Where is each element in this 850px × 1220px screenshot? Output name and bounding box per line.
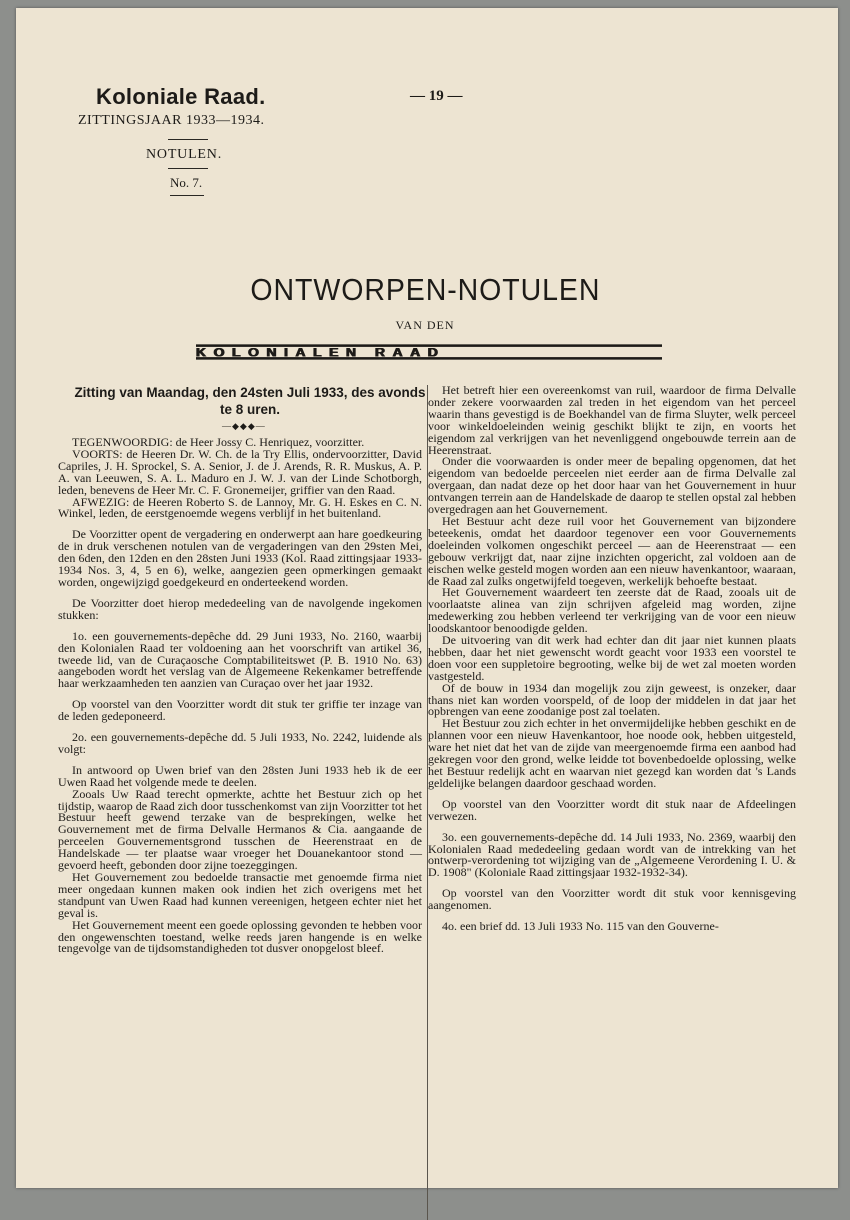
paragraph: Het Bestuur zou zich echter in het onvermijdelijke hebben geschikt en de plannen voor een nieuw Havenkantoor, hoe noode ook, hebben uitgesteld, ware het niet dat het van de zijde van meergenoemde firma een aanbod had gekregen voor den grond, welke leidde tot bovenbedoelde oplossing, welke het Bestuur redelijk acht en waarvan niet gezegd kan worden dat 's Lands geldelijke belangen daardoor geschaad worden.: [428, 716, 796, 790]
title-subline: VAN DEN: [395, 318, 455, 332]
attendance-absent: AFWEZIG: de Heeren Roberto S. de Lannoy, Mr. G. H. Eskes en C. N. Winkel, leden, de eerstgenoemde wegens verblijf in het buitenland.: [58, 494, 422, 521]
header-title: Koloniale Raad.: [96, 84, 266, 109]
paragraph: De Voorzitter doet hierop mededeeling van de navolgende ingekomen stukken:: [58, 595, 422, 622]
left-column: [58, 437, 422, 955]
paragraph: 4o. een brief dd. 13 Juli 1933 No. 115 van den Gouverne-: [442, 919, 719, 934]
paragraph: 3o. een gouvernements-depêche dd. 14 Juli 1933, No. 2369, waarbij den Kolonialen Raad mededeeling gedaan wordt van de intrekking van het ontwerp-verordening tot wijziging van de „Algemeene Verordening I. U. & D. 1908" (Koloniale Raad zittingsjaar 1932-1932-34).: [428, 829, 796, 880]
attendance-present: TEGENWOORDIG: de Heer Jossy C. Henriquez, voorzitter.: [72, 435, 365, 449]
council-name-banner: [196, 343, 662, 361]
paragraph: Het Gouvernement meent een goede oplossing gevonden te hebben voor den ongewenschten toestand, welke reeds jaren hangende is en welke tengevolge van de tijdsomstandigheden tot dusver onopgelost bleef.: [58, 917, 422, 956]
paragraph: De Voorzitter opent de vergadering en onderwerpt aan hare goedkeuring de in druk verschenen notulen van de vergaderingen van den 29sten Mei, den 6den, den 12den en den 28sten Juni 1933 (Kol. Raad zittingsjaar 1933-1934 Nos. 3, 4, 5 en 6), welke, aangezien geen opmerkingen gemaakt worden, ongewijzigd goedgekeurd en onderteekend worden.: [58, 527, 422, 589]
main-title: ONTWORPEN-NOTULEN: [250, 272, 601, 307]
paragraph: De uitvoering van dit werk had echter dan dit jaar niet kunnen plaats hebben, daar het niet gewenscht wordt geacht voor 1933 een voorstel te doen voor een suppletoire begrooting, welke bij de wet zal moeten worden vastgesteld.: [428, 633, 796, 683]
document-number: No. 7.: [170, 175, 203, 190]
paragraph: 2o. een gouvernements-depêche dd. 5 Juli 1933, No. 2242, luidende als volgt:: [58, 730, 422, 756]
section-label: NOTULEN.: [146, 147, 222, 162]
paragraph: Het Bestuur acht deze ruil voor het Gouvernement van bijzondere beteekenis, omdat het daardoor tegenover een voor Gouvernements doeleinden volkomen ongeschikt perceel — aan de Heerenstraat — een gebouw verkrijgt dat, naar zijne inzichten opgericht, zal voldoen aan de eischen welke gesteld mogen worden aan een nieuw havenkantoor, waaraan, de Raad zal zulks ongetwijfeld toegeven, werkelijk behoefte bestaat.: [428, 513, 796, 588]
attendance-also: VOORTS: de Heeren Dr. W. Ch. de la Try Ellis, ondervoorzitter, David Capriles, J. H. Sprockel, S. A. Senior, J. de J. Arends, R. R. Muskus, A. P. A. van Leeuwen, S. A. L. Maduro en J. W. J. van der Linde Schotborgh, leden, benevens de Heer Mr. C. F. Gronemeijer, griffier van den Raad.: [58, 446, 422, 497]
paragraph: Het betreft hier een overeenkomst van ruil, waardoor de firma Delvalle onder zekere voorwaarden zal treden in het eigendom van het perceel waarin thans gevestigd is de Boekhandel van de firma Sluyter, welk perceel voor winkeldoeleinden weinig geschikt blijkt te zijn, en voorts het eigendom zal verkrijgen van het nevenliggend ongebouwde terrein aan de Heerenstraat.: [428, 383, 796, 457]
header-rule: [168, 139, 208, 140]
council-name: KOLONIALEN RAAD: [196, 344, 662, 359]
header-rule: [168, 168, 208, 169]
paragraph: Op voorstel van den Voorzitter wordt dit stuk ter griffie ter inzage van de leden gedeponeerd.: [58, 697, 422, 724]
page-number: — 19 —: [410, 88, 463, 104]
paragraph: Op voorstel van den Voorzitter wordt dit stuk voor kennisgeving aangenomen.: [428, 886, 796, 913]
header-rule: [170, 195, 204, 196]
right-column: [428, 385, 796, 933]
paragraph: In antwoord op Uwen brief van den 28sten Juni 1933 heb ik de eer Uwen Raad het volgende mede te deelen.: [58, 762, 422, 789]
paragraph: 1o. een gouvernements-depêche dd. 29 Juni 1933, No. 2160, waarbij den Kolonialen Raad ter voldoening aan het voorschrift van artikel 36, tweede lid, van de Curaçaosche Comptabiliteitswet (P. B. 1910 No. 63) aangeboden wordt het verslag van de Algemeene Rekenkamer betreffende haar werkzaamheden ten aanzien van Curaçao over het jaar 1932.: [58, 628, 422, 691]
ornament-divider: —◆◆◆—: [222, 421, 266, 431]
paragraph: Of de bouw in 1934 dan mogelijk zou zijn geweest, is onzeker, daar thans niet kan worden voorspeld, of de loop der middelen in dat jaar het opbrengen van eene zoodanige post zal toelaten.: [428, 680, 796, 719]
paragraph: Zooals Uw Raad terecht opmerkte, achtte het Bestuur zich op het tijdstip, waarop de Raad zich door tusschenkomst van zijn Voorzitter tot het Bestuur heeft gewend terzake van de besprekingen, welke het Gouvernement met de firma Delvalle Hermanos & Cia. aangaande de perceelen Gouvernementsgrond tusschen de Heerenstraat en de Handelskade — ter plaatse waar vroeger het Douanekantoor stond — gevoerd heeft, gebonden door zijne toezeggingen.: [58, 786, 422, 873]
paragraph: Onder die voorwaarden is onder meer de bepaling opgenomen, dat het eigendom van bedoelde perceelen niet eerder aan de firma Delvalle zal overgaan, dan nadat deze op het door haar van het Gouvernement in huur ontvangen terrein aan de Handelskade de daarop te stellen opstal zal hebben overgedragen aan het Gouvernement.: [428, 454, 796, 517]
session-year: ZITTINGSJAAR 1933—1934.: [78, 113, 265, 128]
paragraph: Het Gouvernement waardeert ten zeerste dat de Raad, zooals uit de voorlaatste alinea van zijn schrijven afgeleid mag worden, zijne medewerking zou hebben verleend ter verkrijging van de voor een nieuw loodskantoor benoodigde gelden.: [428, 585, 796, 636]
session-heading: Zitting van Maandag, den 24sten Juli 1933, des avonds te 8 uren.: [74, 385, 426, 417]
paragraph: Het Gouvernement zou bedoelde transactie met genoemde firma niet meer ongedaan kunnen maken ook indien het zich overigens met het standpunt van Uwen Raad had kunnen vereenigen, hetgeen echter niet het geval is.: [58, 870, 422, 920]
paragraph: Op voorstel van den Voorzitter wordt dit stuk naar de Afdeelingen verwezen.: [428, 796, 796, 823]
